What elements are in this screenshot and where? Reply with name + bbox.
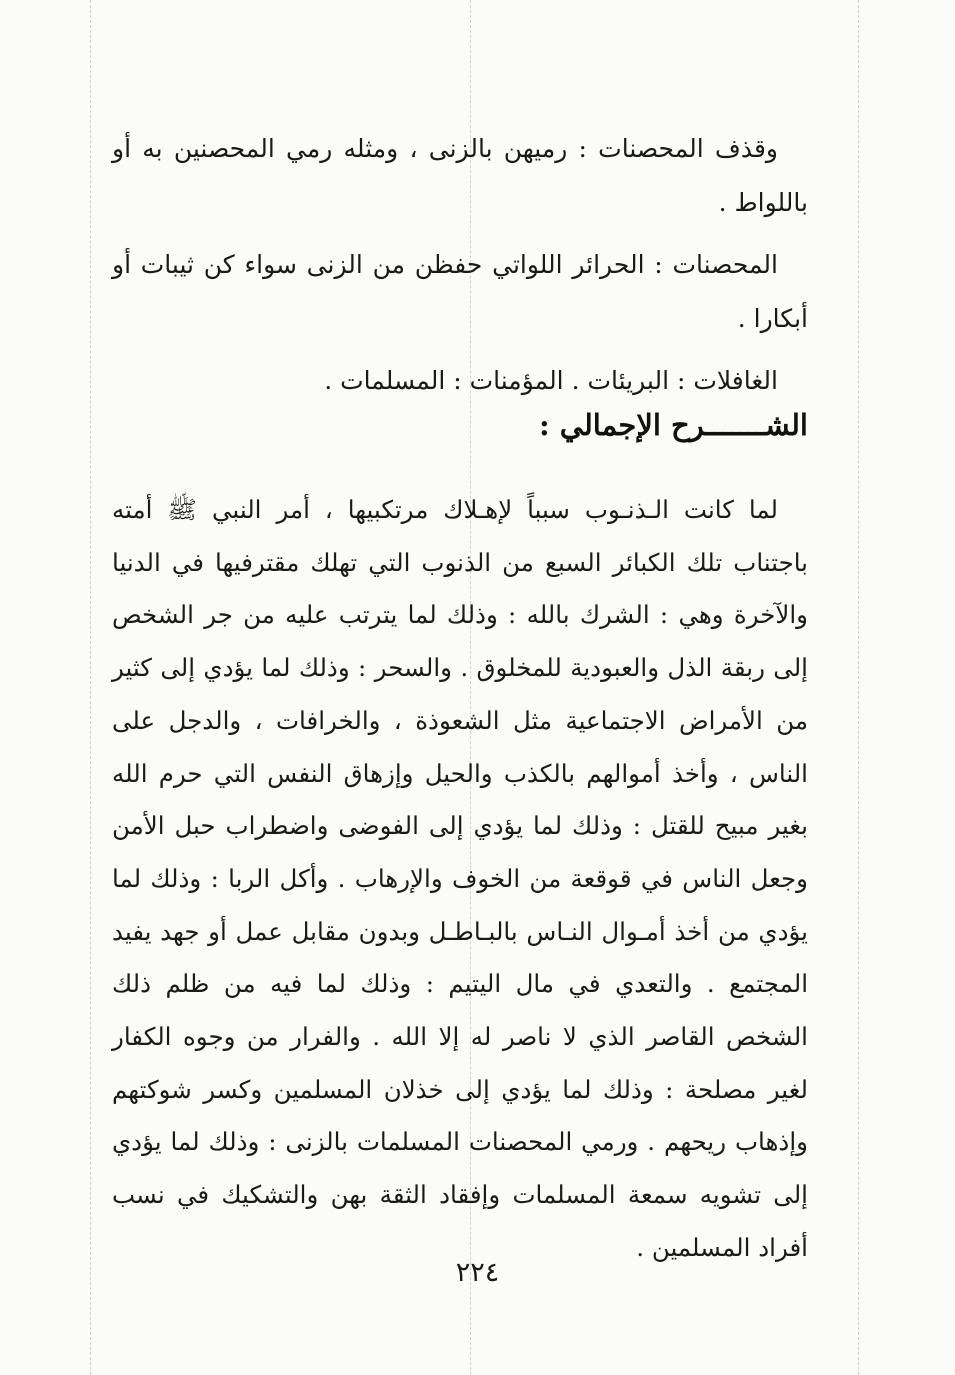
definition-paragraph: الغافلات : البريئات . المؤمنات : المسلمات . xyxy=(324,366,778,395)
body-paragraph: لما كانت الـذنـوب سبباً لإهـلاك مرتكبيها ، أمر النبي ﷺ أمته باجتناب تلك الكبائر السبع من الذنوب التي تهلك مقترفيها في الدنيا والآخرة وهي : الشرك بالله : وذلك لما يترتب عليه من جر الشخص إلى ربقة الذل والعبودية للمخلوق . والسحر : وذلك لما يؤدي إلى كثير من الأمراض الاجتماعية مثل الشعوذة ، والخرافات ، والدجل على الناس ، وأخذ أموالهم بالكذب والحيل وإزهاق النفس التي حرم الله بغير مبيح للقتل : وذلك لما يؤدي إلى الفوضى واضطراب حبل الأمن وجعل الناس في قوقعة من الخوف والإرهاب . وأكل الربا : وذلك لما يؤدي من أخذ أمـوال النـاس بالبـاطـل وبدون مقابل عمل أو جهد يفيد المجتمع . والتعدي في مال اليتيم : وذلك لما فيه من ظلم ذلك الشخص القاصر الذي لا ناصر له إلا الله . والفرار من وجوه الكفار لغير مصلحة : وذلك لما يؤدي إلى خذلان المسلمين وكسر شوكتهم وإذهاب ريحهم . ورمي المحصنات المسلمات بالزنى : وذلك لما يؤدي إلى تشويه سمعة المسلمات وإفقاد الثقة بهن والتشكيك في نسب أفراد المسلمين . xyxy=(112,495,808,1262)
body-text xyxy=(112,484,808,1275)
definition-paragraph: المحصنات : الحرائر اللواتي حفظن من الزنى سواء كن ثيبات أو أبكارا . xyxy=(112,250,808,333)
page-number: ٢٢٤ xyxy=(455,1257,500,1288)
definition-paragraph: وقذف المحصنات : رميهن بالزنى ، ومثله رمي المحصنين به أو باللواط . xyxy=(112,134,808,217)
scan-guide-line xyxy=(90,0,91,1375)
definitions-block xyxy=(112,122,808,416)
section-heading: الشـــــــرح الإجمالي : xyxy=(539,408,808,442)
scan-guide-line xyxy=(858,0,859,1375)
